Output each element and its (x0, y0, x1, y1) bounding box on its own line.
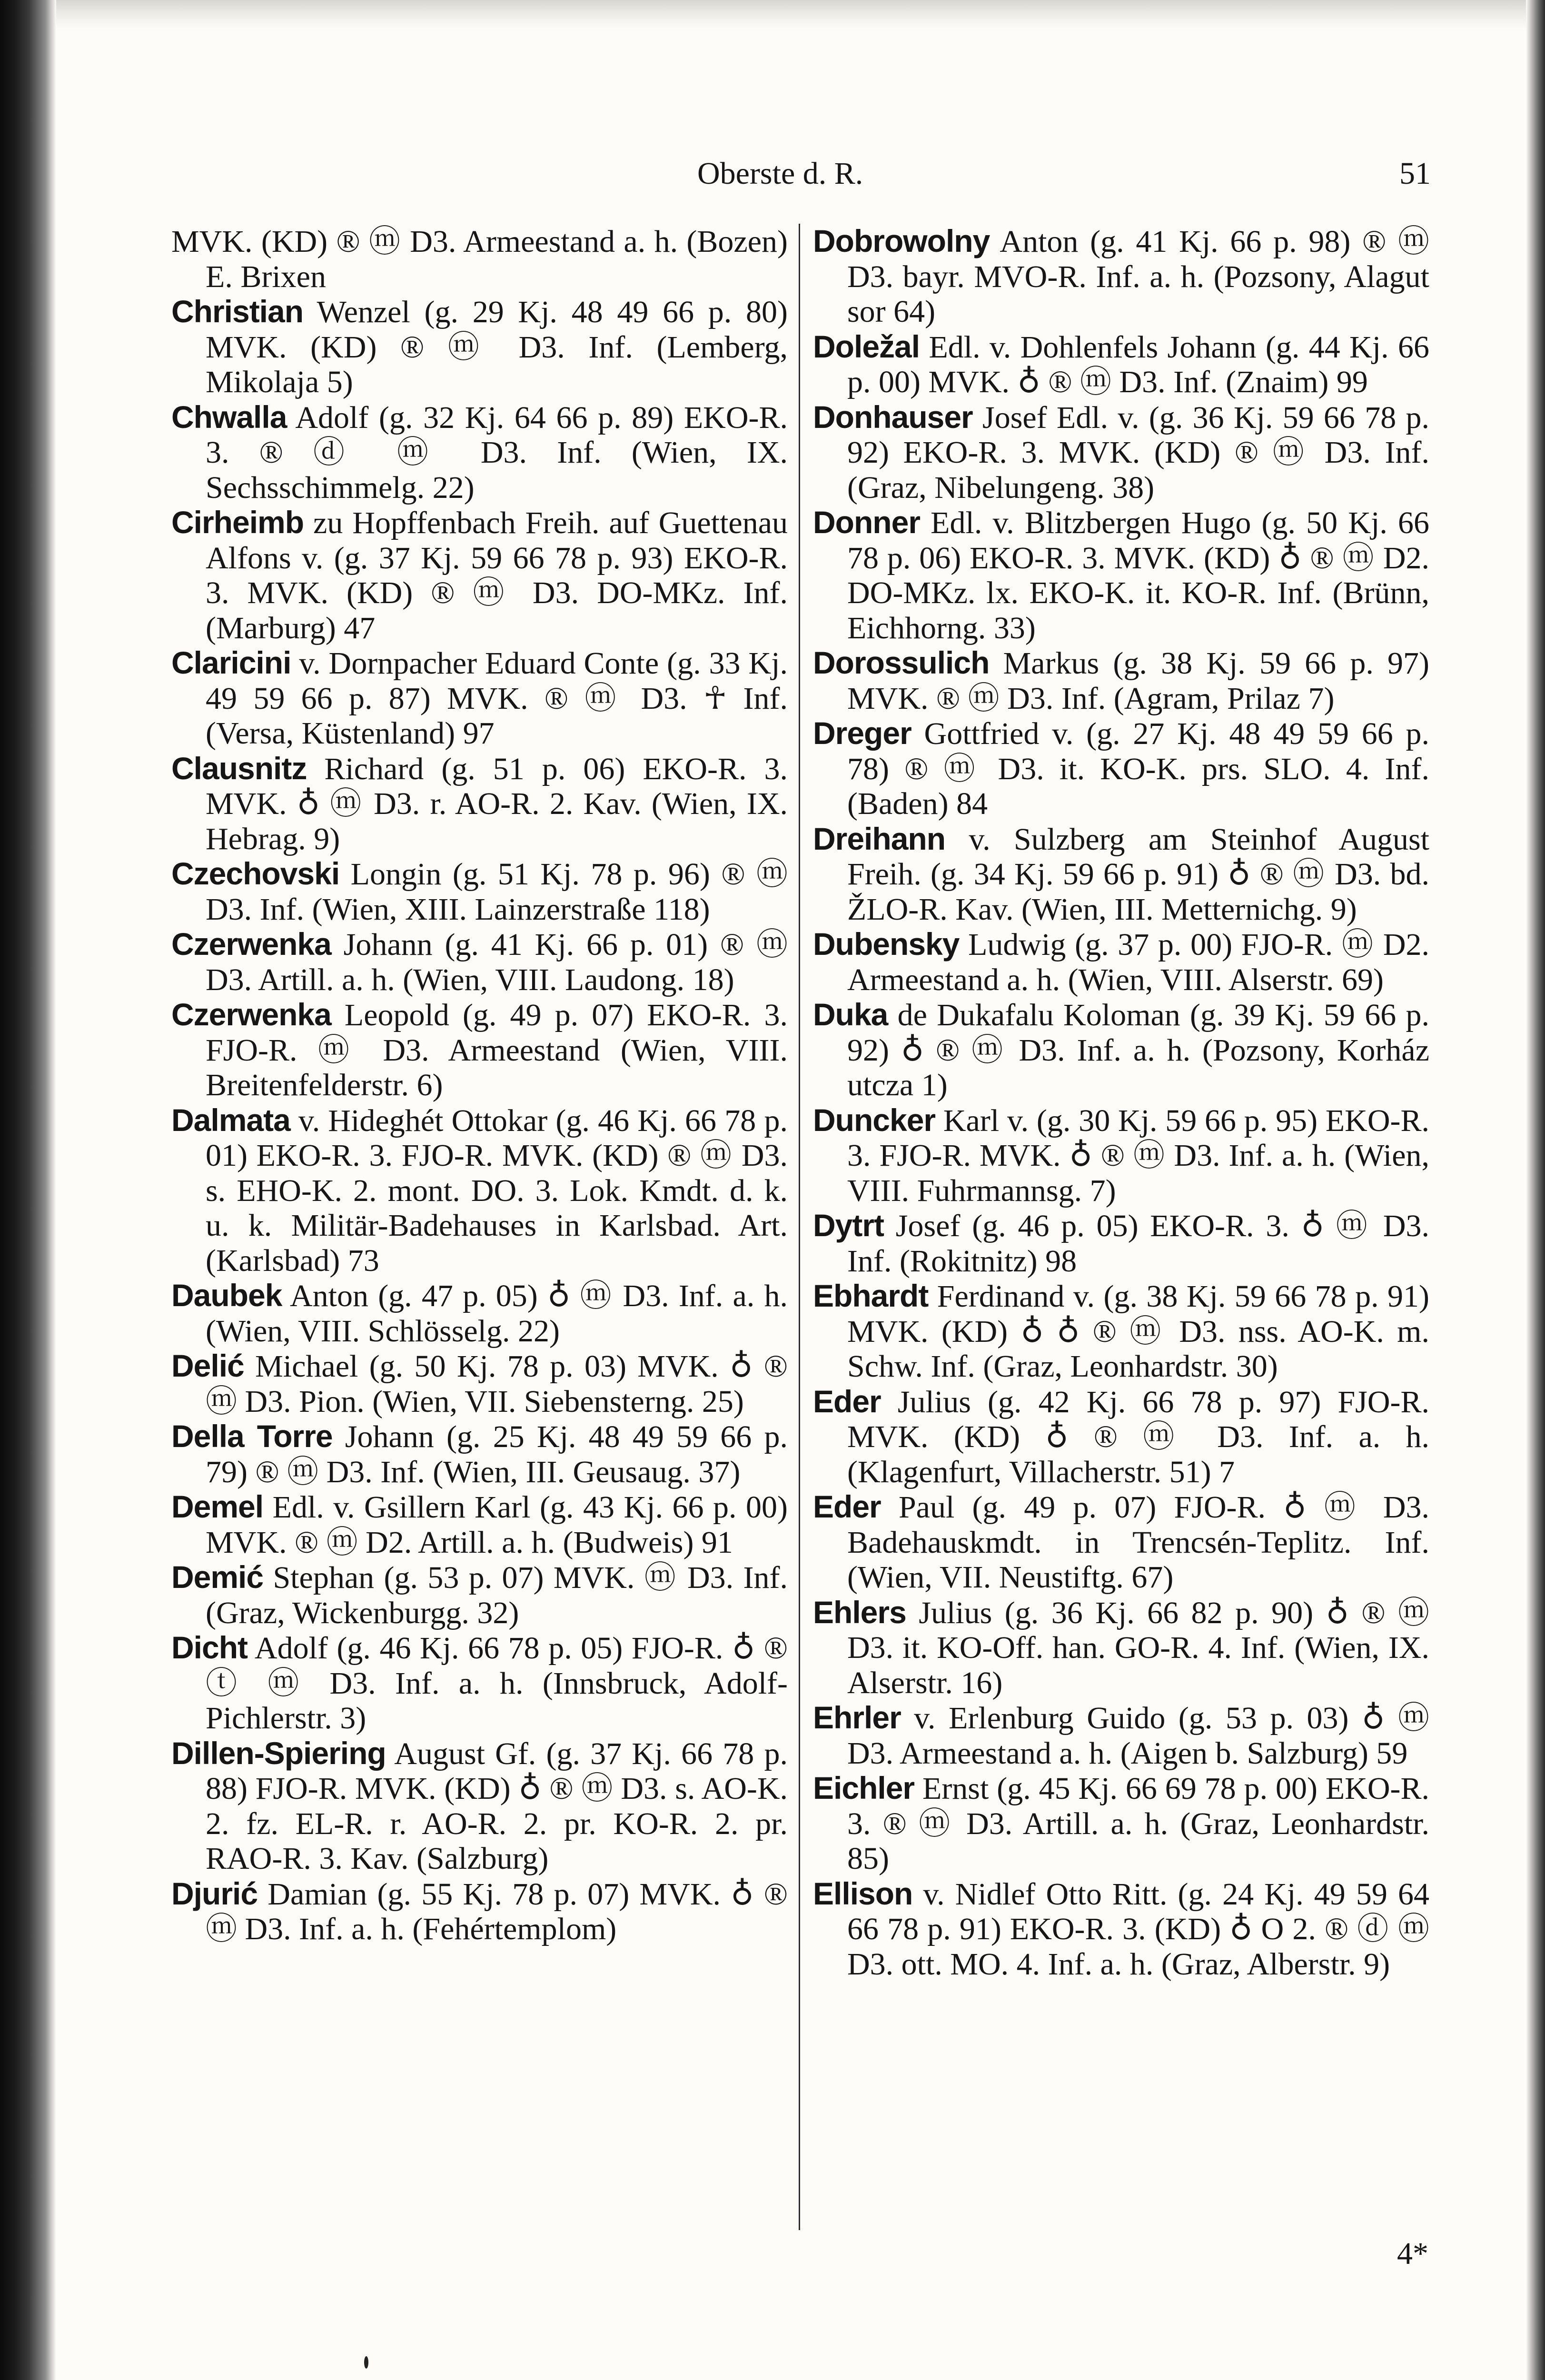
entry-surname: Doležal (813, 328, 920, 364)
entry-surname: Ehlers (813, 1594, 906, 1630)
entry-surname: Demić (171, 1559, 264, 1595)
entry-details: Wenzel (g. 29 Kj. 48 49 66 p. 80) MVK. (KD) ® ⓜ D3. Inf. (Lemberg, Mikolaja 5) (206, 295, 788, 399)
entry-surname: Dillen-Spiering (171, 1735, 386, 1771)
entry-details: Edl. v. Gsillern Karl (g. 43 Kj. 66 p. 00) MVK. ® ⓜ D2. Artill. a. h. (Budweis) 91 (206, 1490, 788, 1560)
register-entry (813, 224, 1429, 329)
register-entry (171, 1278, 788, 1349)
entry-surname: Djurić (171, 1875, 258, 1911)
register-entry (813, 1208, 1429, 1279)
entry-surname: Dalmata (171, 1102, 290, 1138)
entry-surname: Dorossulich (813, 645, 990, 680)
scan-speck (364, 2356, 368, 2369)
register-entry (813, 645, 1429, 716)
entry-surname: Dreger (813, 715, 911, 751)
register-entry (813, 997, 1429, 1103)
entry-details: Julius (g. 36 Kj. 66 82 p. 90) ♁ ® ⓜ D3. it. KO-Off. han. GO-R. 4. Inf. (Wien, IX. Alserstr. 16) (847, 1595, 1429, 1700)
entry-details: Johann (g. 41 Kj. 66 p. 01) ® ⓜ D3. Artill. a. h. (Wien, VIII. Laudong. 18) (206, 927, 788, 997)
entry-surname: Ehrler (813, 1700, 901, 1735)
entry-surname: Dubensky (813, 926, 960, 962)
entry-details: de Dukafalu Koloman (g. 39 Kj. 59 66 p. 92) ♁ ® ⓜ D3. Inf. a. h. (Pozsony, Korház utcza 1) (847, 998, 1429, 1102)
register-entry (813, 716, 1429, 822)
register-entry (813, 1595, 1429, 1701)
entry-details: Johann (g. 25 Kj. 48 49 59 66 p. 79) ® ⓜ D3. Inf. (Wien, III. Geusaug. 37) (206, 1419, 788, 1489)
entry-details: Michael (g. 50 Kj. 78 p. 03) MVK. ♁ ® ⓜ D3. Pion. (Wien, VII. Siebensterng. 25) (206, 1349, 788, 1419)
register-entry (171, 1489, 788, 1560)
page-number: 51 (1399, 156, 1431, 191)
entry-surname: Cirheimb (171, 505, 304, 540)
register-entry (171, 1349, 788, 1419)
entry-details: zu Hopffenbach Freih. auf Guettenau Alfons v. (g. 37 Kj. 59 66 78 p. 93) EKO-R. 3. MVK. (KD) ® ⓜ D3. DO-MKz. Inf. (Marburg) 47 (206, 506, 788, 645)
register-entry (171, 1103, 788, 1279)
entry-surname: Duncker (813, 1102, 936, 1138)
entry-surname: Chwalla (171, 399, 287, 435)
running-header: Oberste d. R. (697, 156, 863, 191)
register-entry (813, 400, 1429, 506)
entry-surname: Dytrt (813, 1208, 884, 1243)
entry-details: Longin (g. 51 Kj. 78 p. 96) ® ⓜ D3. Inf. (Wien, XIII. Lainzerstraße 118) (206, 857, 788, 927)
scan-top-edge (0, 0, 1545, 29)
register-entry (813, 1771, 1429, 1876)
register-entry (171, 1419, 788, 1489)
entry-details: Edl. v. Blitzbergen Hugo (g. 50 Kj. 66 78 p. 06) EKO-R. 3. MVK. (KD) ♁ ® ⓜ D2. DO-MKz. lx. EKO-K. it. KO-R. Inf. (Brünn, Eichhorng. 33) (847, 506, 1429, 645)
entry-details: Ferdinand v. (g. 38 Kj. 59 66 78 p. 91) MVK. (KD) ♁ ♁ ® ⓜ D3. nss. AO-K. m. Schw. Inf. (Graz, Leonhardstr. 30) (847, 1279, 1429, 1384)
entry-surname: Christian (171, 294, 304, 329)
entry-surname: Claricini (171, 645, 291, 680)
register-entry (171, 1876, 788, 1947)
entry-details: Josef (g. 46 p. 05) EKO-R. 3. ♁ ⓜ D3. Inf. (Rokitnitz) 98 (847, 1209, 1429, 1279)
entry-details: Ludwig (g. 37 p. 00) FJO-R. ⓜ D2. Armeestand a. h. (Wien, VIII. Alserstr. 69) (847, 927, 1429, 997)
entry-details: Gottfried v. (g. 27 Kj. 48 49 59 66 p. 78) ® ⓜ D3. it. KO-K. prs. SLO. 4. Inf. (Baden) 84 (847, 716, 1429, 821)
entry-surname: Ellison (813, 1875, 913, 1911)
entry-details: Markus (g. 38 Kj. 59 66 p. 97) MVK. ® ⓜ D3. Inf. (Agram, Prilaz 7) (847, 646, 1429, 716)
scan-binding-shadow (0, 0, 56, 2380)
register-entry (813, 1103, 1429, 1209)
register-entry (813, 505, 1429, 645)
register-entry (813, 1279, 1429, 1384)
entry-surname: Duka (813, 997, 888, 1032)
entry-details: Adolf (g. 32 Kj. 64 66 p. 89) EKO-R. 3. ® ⓓ ⓜ D3. Inf. (Wien, IX. Sechsschimmelg. 22) (206, 400, 788, 505)
register-entry (813, 1700, 1429, 1771)
register-entry (813, 822, 1429, 927)
entry-details: Julius (g. 42 Kj. 66 78 p. 97) FJO-R. MVK. (KD) ♁ ® ⓜ D3. Inf. a. h. (Klagenfurt, Villacherstr. 51) 7 (847, 1384, 1429, 1489)
entry-details: Josef Edl. v. (g. 36 Kj. 59 66 78 p. 92) EKO-R. 3. MVK. (KD) ® ⓜ D3. Inf. (Graz, Nibelungeng. 38) (847, 400, 1429, 505)
entry-surname: Delić (171, 1348, 244, 1383)
register-entry (171, 505, 788, 645)
entry-surname: Eder (813, 1489, 881, 1524)
register-entry (813, 1876, 1429, 1982)
entry-surname: Eder (813, 1383, 881, 1419)
entry-details: v. Sulzberg am Steinhof August Freih. (g. 34 Kj. 59 66 p. 91) ♁ ® ⓜ D3. bd. ŽLO-R. Kav. (Wien, III. Metternichg. 9) (847, 822, 1429, 927)
register-entry (171, 751, 788, 857)
register-entry (813, 1384, 1429, 1490)
register-entry (171, 1630, 788, 1736)
entry-surname: Daubek (171, 1278, 282, 1313)
entry-details: Leopold (g. 49 p. 07) EKO-R. 3. FJO-R. ⓜ D3. Armeestand (Wien, VIII. Breitenfelderstr. 6) (206, 998, 788, 1102)
register-entry (171, 1736, 788, 1876)
entry-surname: Czerwenka (171, 997, 331, 1032)
entry-details: MVK. (KD) ® ⓜ D3. Armeestand a. h. (Bozen) E. Brixen (171, 224, 788, 294)
register-entry (171, 927, 788, 997)
entry-details: Anton (g. 47 p. 05) ♁ ⓜ D3. Inf. a. h. (Wien, VIII. Schlösselg. 22) (206, 1279, 788, 1349)
entry-surname: Dobrowolny (813, 223, 990, 258)
register-entry (813, 329, 1429, 400)
entry-details: Paul (g. 49 p. 07) FJO-R. ♁ ⓜ D3. Badehauskmdt. in Trencsén-Teplitz. Inf. (Wien, VII. Neustiftg. 67) (847, 1490, 1429, 1595)
signature-mark: 4* (1397, 2236, 1428, 2271)
entry-details: August Gf. (g. 37 Kj. 66 78 p. 88) FJO-R. MVK. (KD) ♁ ® ⓜ D3. s. AO-K. 2. fz. EL-R. r. AO-R. 2. pr. KO-R. 2. pr. RAO-R. 3. Kav. (Salzburg) (206, 1736, 788, 1876)
entry-details: v. Hideghét Ottokar (g. 46 Kj. 66 78 p. 01) EKO-R. 3. FJO-R. MVK. (KD) ® ⓜ D3. s. EHO-K. 2. mont. DO. 3. Lok. Kmdt. d. k. u. k. Militär-Badehauses in Karlsbad. Art. (Karlsbad) 73 (206, 1103, 788, 1278)
entry-details: Damian (g. 55 Kj. 78 p. 07) MVK. ♁ ® ⓜ D3. Inf. a. h. (Fehértemplom) (206, 1876, 788, 1946)
entry-surname: Della Torre (171, 1418, 333, 1454)
column-divider (799, 224, 800, 2230)
entry-details: Richard (g. 51 p. 06) EKO-R. 3. MVK. ♁ ⓜ D3. r. AO-R. 2. Kav. (Wien, IX. Hebrag. 9) (206, 751, 788, 856)
entry-surname: Czerwenka (171, 926, 331, 962)
entry-surname: Czechovski (171, 856, 340, 891)
register-entry (813, 1489, 1429, 1595)
entry-surname: Ebhardt (813, 1278, 929, 1313)
entry-surname: Dicht (171, 1630, 248, 1665)
register-entry (171, 997, 788, 1103)
entry-details: Stephan (g. 53 p. 07) MVK. ⓜ D3. Inf. (Graz, Wickenburgg. 32) (206, 1560, 788, 1630)
register-entry (813, 927, 1429, 997)
right-column (813, 224, 1429, 1982)
entry-details: Edl. v. Dohlenfels Johann (g. 44 Kj. 66 p. 00) MVK. ♁ ® ⓜ D3. Inf. (Znaim) 99 (847, 329, 1429, 399)
register-entry (171, 224, 788, 294)
entry-details: Karl v. (g. 30 Kj. 59 66 p. 95) EKO-R. 3. FJO-R. MVK. ♁ ® ⓜ D3. Inf. a. h. (Wien, VIII. Fuhrmannsg. 7) (847, 1103, 1429, 1208)
entry-details: v. Nidlef Otto Ritt. (g. 24 Kj. 49 59 64 66 78 p. 91) EKO-R. 3. (KD) ♁ O 2. ® ⓓ ⓜ D3. ott. MO. 4. Inf. a. h. (Graz, Alberstr. 9) (847, 1876, 1429, 1982)
entry-surname: Clausnitz (171, 750, 307, 786)
register-entry (171, 856, 788, 927)
register-entry (171, 645, 788, 751)
entry-details: v. Dornpacher Eduard Conte (g. 33 Kj. 49 59 66 p. 87) MVK. ® ⓜ D3. ☥ Inf. (Versa, Küstenland) 97 (206, 646, 788, 751)
left-column (171, 224, 788, 1947)
entry-details: v. Erlenburg Guido (g. 53 p. 03) ♁ ⓜ D3. Armeestand a. h. (Aigen b. Salzburg) 59 (847, 1701, 1429, 1771)
entry-surname: Donner (813, 505, 920, 540)
register-entry (171, 1560, 788, 1630)
entry-details: Anton (g. 41 Kj. 66 p. 98) ® ⓜ D3. bayr. MVO-R. Inf. a. h. (Pozsony, Alagut sor 64) (847, 224, 1429, 329)
entry-surname: Eichler (813, 1770, 915, 1805)
entry-details: Ernst (g. 45 Kj. 66 69 78 p. 00) EKO-R. 3. ® ⓜ D3. Artill. a. h. (Graz, Leonhardstr. 85) (847, 1771, 1429, 1876)
entry-surname: Donhauser (813, 399, 973, 435)
register-entry (171, 400, 788, 506)
scan-right-edge (1526, 0, 1545, 2380)
entry-details: Adolf (g. 46 Kj. 66 78 p. 05) FJO-R. ♁ ® ⓣ ⓜ D3. Inf. a. h. (Innsbruck, Adolf-Pichlerstr. 3) (206, 1631, 788, 1735)
register-entry (171, 294, 788, 400)
entry-surname: Dreihann (813, 821, 946, 856)
entry-surname: Demel (171, 1489, 264, 1524)
